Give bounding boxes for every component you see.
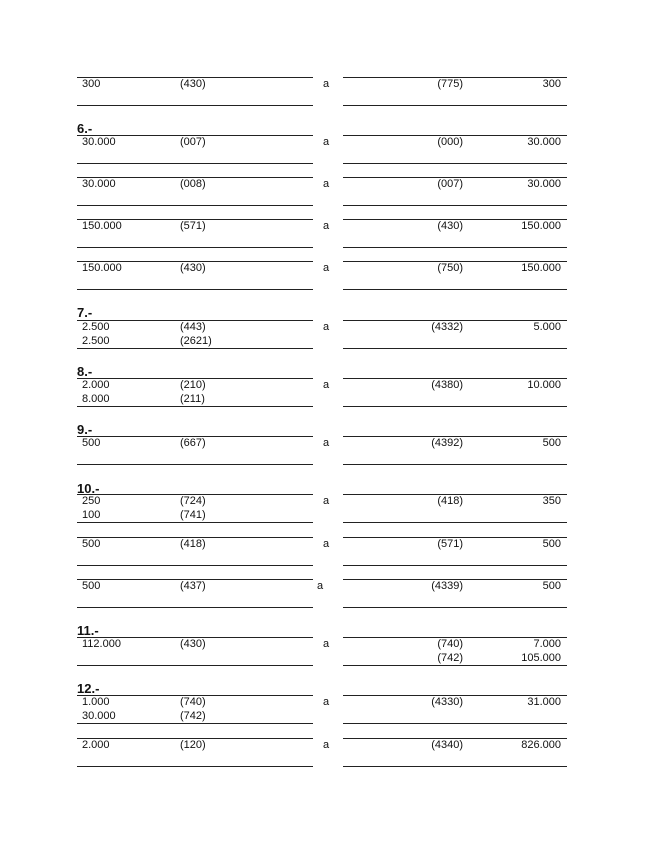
debit-amount: 500 [82, 437, 101, 449]
connector-a: a [323, 262, 330, 274]
debit-bottom-rule [77, 665, 313, 666]
debit-account: (571) [180, 220, 206, 232]
debit-amount: 500 [82, 580, 101, 592]
debit-amount: 1.000 [82, 696, 110, 708]
connector-a: a [323, 178, 330, 190]
credit-bottom-rule [343, 406, 567, 407]
entry-heading: 6.- [77, 121, 93, 136]
debit-bottom-rule [77, 163, 313, 164]
entry-heading: 12.- [77, 681, 100, 696]
debit-account: (740) [180, 696, 206, 708]
credit-bottom-rule [343, 105, 567, 106]
debit-account: (418) [180, 538, 206, 550]
connector-a: a [323, 696, 330, 708]
credit-amount: 300 [542, 78, 561, 90]
debit-amount: 30.000 [82, 178, 116, 190]
debit-bottom-rule [77, 406, 313, 407]
connector-a: a [323, 379, 330, 391]
debit-bottom-rule [77, 205, 313, 206]
credit-amount: 7.000 [533, 638, 561, 650]
connector-a: a [323, 136, 330, 148]
debit-bottom-rule [77, 565, 313, 566]
debit-account: (724) [180, 495, 206, 507]
debit-amount: 2.500 [82, 335, 110, 347]
debit-bottom-rule [77, 348, 313, 349]
credit-amount: 5.000 [533, 321, 561, 333]
debit-amount: 8.000 [82, 393, 110, 405]
connector-a: a [323, 495, 330, 507]
debit-amount: 2.000 [82, 379, 110, 391]
debit-bottom-rule [77, 464, 313, 465]
debit-account: (120) [180, 739, 206, 751]
credit-account: (4392) [431, 437, 463, 449]
debit-account: (2621) [180, 335, 212, 347]
debit-amount: 150.000 [82, 220, 122, 232]
credit-amount: 500 [542, 538, 561, 550]
credit-account: (4332) [431, 321, 463, 333]
debit-amount: 250 [82, 495, 101, 507]
credit-bottom-rule [343, 565, 567, 566]
debit-bottom-rule [77, 105, 313, 106]
debit-account: (437) [180, 580, 206, 592]
credit-amount: 30.000 [527, 178, 561, 190]
credit-bottom-rule [343, 163, 567, 164]
debit-amount: 2.000 [82, 739, 110, 751]
debit-account: (008) [180, 178, 206, 190]
debit-amount: 30.000 [82, 710, 116, 722]
credit-account: (4380) [431, 379, 463, 391]
connector-a: a [323, 437, 330, 449]
credit-amount: 500 [542, 580, 561, 592]
debit-bottom-rule [77, 766, 313, 767]
debit-bottom-rule [77, 247, 313, 248]
entry-heading: 11.- [77, 623, 99, 638]
credit-account: (000) [437, 136, 463, 148]
connector-a: a [317, 580, 324, 592]
debit-amount: 500 [82, 538, 101, 550]
debit-account: (742) [180, 710, 206, 722]
debit-amount: 300 [82, 78, 101, 90]
credit-bottom-rule [343, 522, 567, 523]
credit-amount: 500 [542, 437, 561, 449]
credit-amount: 150.000 [521, 220, 561, 232]
credit-bottom-rule [343, 247, 567, 248]
debit-bottom-rule [77, 607, 313, 608]
entry-heading: 10.- [77, 481, 100, 496]
debit-amount: 2.500 [82, 321, 110, 333]
connector-a: a [323, 739, 330, 751]
connector-a: a [323, 220, 330, 232]
credit-bottom-rule [343, 289, 567, 290]
debit-account: (667) [180, 437, 206, 449]
credit-account: (775) [437, 78, 463, 90]
debit-bottom-rule [77, 289, 313, 290]
credit-amount: 105.000 [521, 652, 561, 664]
debit-account: (007) [180, 136, 206, 148]
connector-a: a [323, 78, 330, 90]
credit-amount: 150.000 [521, 262, 561, 274]
debit-account: (430) [180, 78, 206, 90]
debit-bottom-rule [77, 723, 313, 724]
debit-amount: 150.000 [82, 262, 122, 274]
credit-account: (571) [437, 538, 463, 550]
debit-amount: 112.000 [82, 638, 121, 650]
credit-bottom-rule [343, 665, 567, 666]
credit-bottom-rule [343, 766, 567, 767]
debit-amount: 100 [82, 509, 101, 521]
credit-amount: 10.000 [527, 379, 561, 391]
credit-account: (4340) [431, 739, 463, 751]
credit-account: (4339) [431, 580, 463, 592]
credit-bottom-rule [343, 464, 567, 465]
debit-account: (430) [180, 638, 206, 650]
debit-account: (741) [180, 509, 206, 521]
credit-account: (742) [437, 652, 463, 664]
credit-amount: 826.000 [521, 739, 561, 751]
credit-account: (750) [437, 262, 463, 274]
credit-amount: 30.000 [527, 136, 561, 148]
debit-account: (443) [180, 321, 206, 333]
credit-amount: 31.000 [527, 696, 561, 708]
credit-account: (430) [437, 220, 463, 232]
connector-a: a [323, 538, 330, 550]
entry-heading: 7.- [77, 305, 93, 320]
credit-amount: 350 [542, 495, 561, 507]
credit-bottom-rule [343, 348, 567, 349]
entry-heading: 8.- [77, 364, 93, 379]
credit-account: (007) [437, 178, 463, 190]
credit-account: (418) [437, 495, 463, 507]
debit-account: (210) [180, 379, 206, 391]
credit-bottom-rule [343, 205, 567, 206]
credit-account: (740) [437, 638, 463, 650]
debit-bottom-rule [77, 522, 313, 523]
entry-heading: 9.- [77, 422, 93, 437]
credit-bottom-rule [343, 607, 567, 608]
debit-account: (430) [180, 262, 206, 274]
credit-account: (4330) [431, 696, 463, 708]
connector-a: a [323, 638, 330, 650]
credit-bottom-rule [343, 723, 567, 724]
debit-amount: 30.000 [82, 136, 116, 148]
connector-a: a [323, 321, 330, 333]
debit-account: (211) [180, 393, 205, 405]
